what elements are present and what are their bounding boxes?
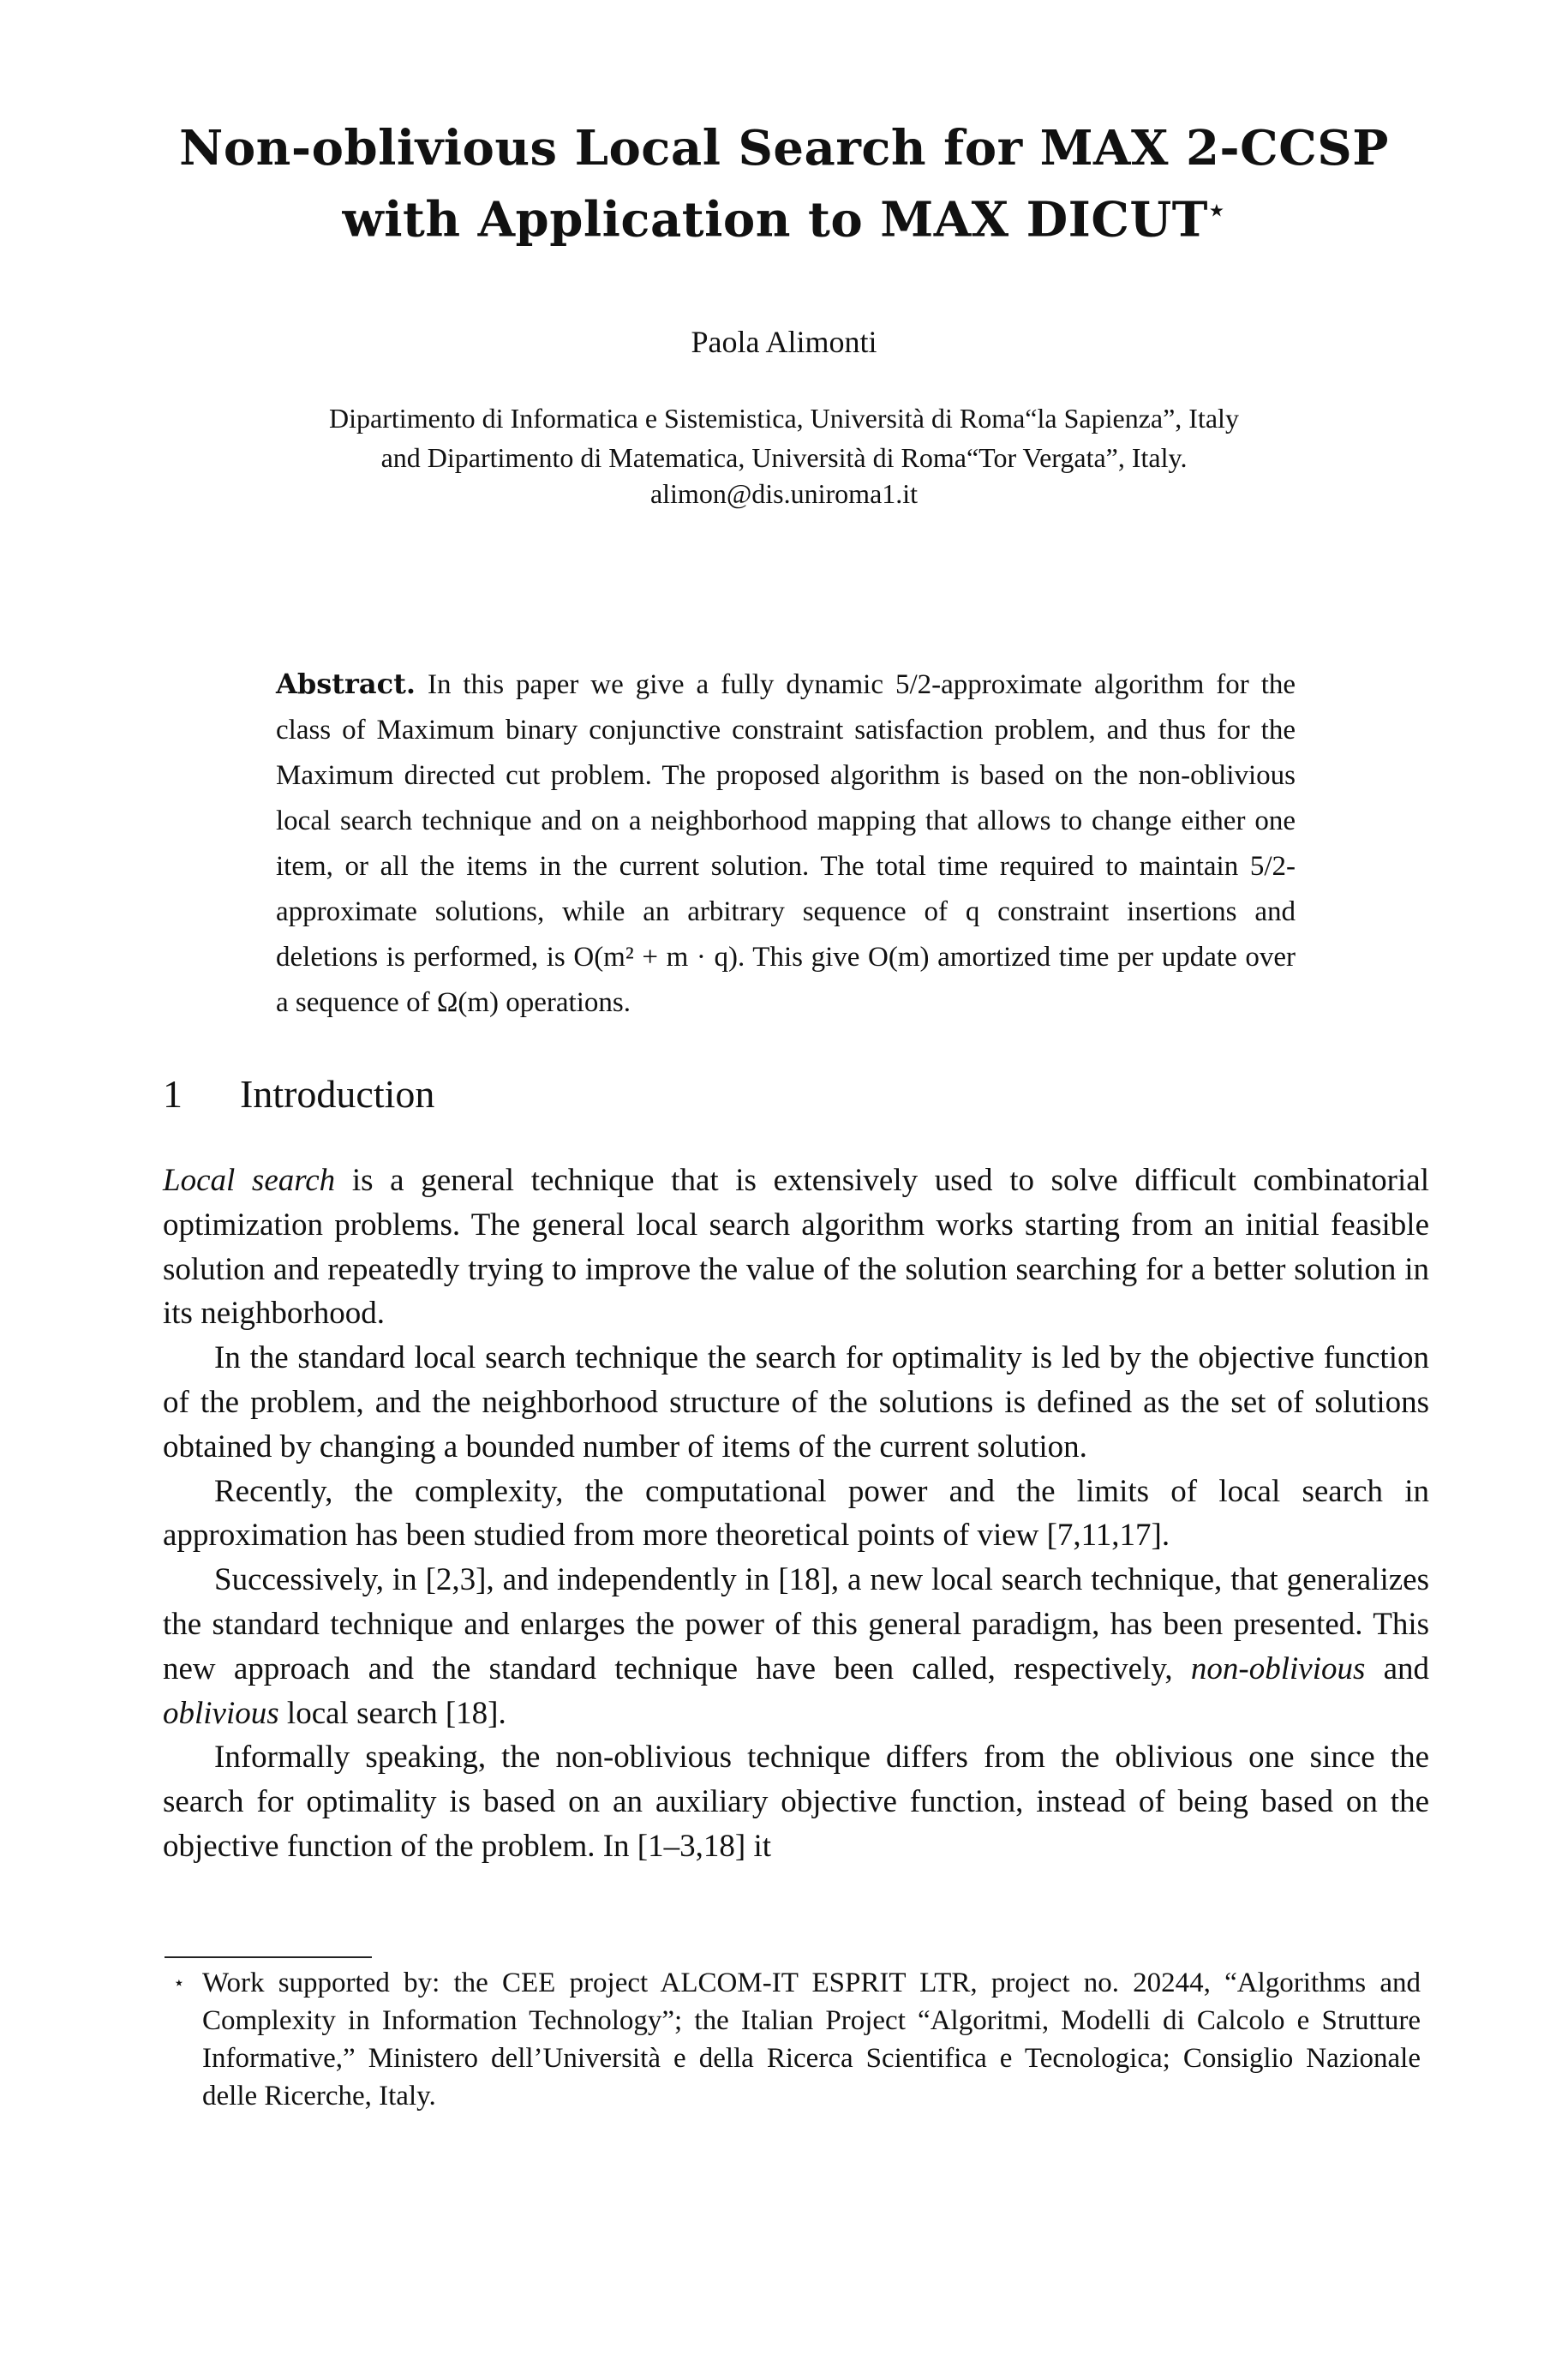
paragraph-text: Successively, in [2,3], and independently in [18], a new local search technique, that generalizes the standard technique and enlarges the power of this general paradigm, has been presented. This new approach and the standard technique have been called, respectively, — [163, 1562, 1429, 1686]
paragraph — [163, 1159, 1429, 1336]
paper-title-line-2-text: with Application to MAX DICUT — [342, 191, 1208, 249]
paragraph: In the standard local search technique the search for optimality is led by the objective function of the problem, and the neighborhood structure of the solutions is defined as the set of solutions obtained by changing a bounded number of items of the current solution. — [163, 1340, 1429, 1465]
author-name: Paola Alimonti — [691, 325, 877, 359]
section-heading — [163, 1071, 434, 1117]
affiliation-line-2: and Dipartimento di Matematica, Università di Roma“Tor Vergata”, Italy. — [380, 442, 1188, 473]
italic-term: non-oblivious — [1190, 1650, 1366, 1686]
footnote — [163, 1964, 1421, 2115]
paragraph — [163, 1558, 1429, 1735]
abstract-label: Abstract. — [276, 668, 416, 700]
paragraph: Informally speaking, the non-oblivious technique differs from the oblivious one since the search for optimality is based on an auxiliary objective function, instead of being based on the objective function of the problem. In [1–3,18] it — [163, 1740, 1429, 1864]
abstract-text: In this paper we give a fully dynamic 5/2-approximate algorithm for the class of Maximum binary conjunctive constraint satisfaction problem, and thus for the Maximum directed cut problem. The proposed algorithm is based on the non-oblivious local search technique and on a neighborhood mapping that allows to change either one item, or all the items in the current solution. The total time required to maintain 5/2-approximate solutions, while an arbitrary sequence of q constraint insertions and deletions is performed, is O(m² + m · q). This give O(m) amortized time per update over a sequence of Ω(m) operations. — [276, 669, 1296, 1018]
paper-title-line-1: Non-oblivious Local Search for MAX 2-CCSP — [179, 120, 1389, 177]
paragraph: Recently, the complexity, the computational power and the limits of local search in approximation has been studied from more theoretical points of view [7,11,17]. — [163, 1473, 1429, 1554]
section-title: Introduction — [240, 1072, 435, 1116]
title-footnote-mark[interactable]: ⋆ — [1207, 194, 1226, 226]
body-text — [163, 1159, 1429, 1869]
paper-title-line-2 — [0, 176, 1568, 255]
section-number: 1 — [163, 1072, 183, 1116]
italic-term: oblivious — [163, 1695, 279, 1731]
paragraph-text: and — [1365, 1650, 1429, 1686]
italic-term: Local search — [163, 1163, 336, 1198]
footnote-mark: ⋆ — [173, 1972, 185, 1993]
paragraph-text: local search [18]. — [278, 1695, 506, 1731]
affiliation-line-1: Dipartimento di Informatica e Sistemistica, Università di Roma“la Sapienza”, Italy — [329, 403, 1239, 434]
abstract — [276, 662, 1296, 1026]
paragraph-text: is a general technique that is extensively used to solve difficult combinatorial optimization problems. The general local search algorithm works starting from an initial feasible solution and repeatedly trying to improve the value of the solution searching for a better solution in its neighborhood. — [163, 1163, 1429, 1332]
author-email[interactable]: alimon@dis.uniroma1.it — [649, 478, 919, 509]
footnote-divider — [165, 1956, 372, 1958]
footnote-text: Work supported by: the CEE project ALCOM-IT ESPRIT LTR, project no. 20244, “Algorithms and Complexity in Information Technology”; the Italian Project “Algoritmi, Modelli di Calcolo e Strutture Informative,” Ministero dell’Università e della Ricerca Scientifica e Tecnologica; Consiglio Nazionale delle Ricerche, Italy. — [202, 1968, 1421, 2111]
